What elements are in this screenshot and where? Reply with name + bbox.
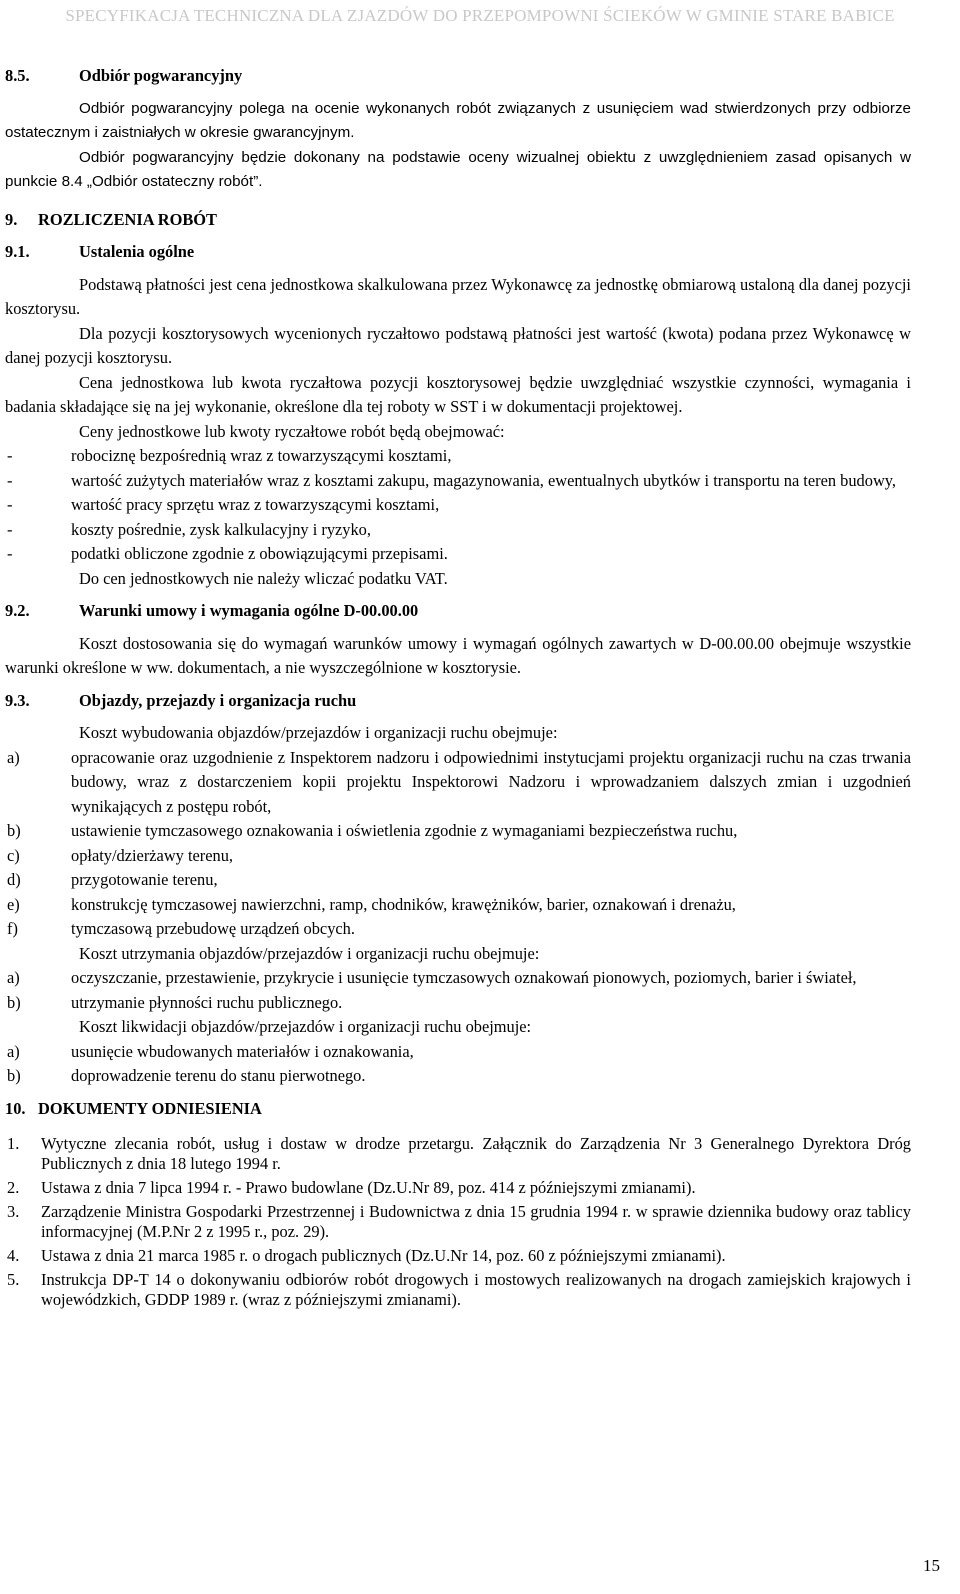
list-item: 5. Instrukcja DP-T 14 o dokonywaniu odbiorów robót drogowych i mostowych realizowanych na drogach zamiejskich krajowych i wojewódzkich, GDDP 1989 r. (wraz z późniejszymi zmianami). (7, 1270, 911, 1309)
paragraph: Koszt dostosowania się do wymagań warunków umowy i wymagań ogólnych zawartych w D-00.00.00 obejmuje wszystkie warunki określone w ww. dokumentach, a nie wyszczególnione w kosztorysie. (5, 633, 911, 677)
paragraph: Koszt utrzymania objazdów/przejazdów i organizacji ruchu obejmuje: (79, 943, 540, 963)
vat-note: Do cen jednostkowych nie należy wliczać podatku VAT. (79, 568, 448, 588)
list-item: b) doprowadzenie terenu do stanu pierwotnego. (7, 1066, 366, 1085)
paragraph: Ceny jednostkowe lub kwoty ryczałtowe robót będą obejmować: (79, 421, 505, 441)
section-title: DOKUMENTY ODNIESIENIA (38, 1098, 262, 1118)
section-8-5-heading (5, 64, 911, 89)
paragraph: Koszt wybudowania objazdów/przejazdów i organizacji ruchu obejmuje: (79, 723, 558, 742)
section-title: Ustalenia ogólne (79, 242, 195, 261)
paragraph: Cena jednostkowa lub kwota ryczałtowa pozycji kosztorysowej będzie uwzględniać wszystkie czynności, wymagania i badania składające się na jej wykonanie, określone dla tej roboty w SST i w dokumentacji projektowej. (5, 372, 911, 416)
section-number: 10. (5, 1098, 26, 1118)
list-item: a) oczyszczanie, przestawienie, przykrycie i usunięcie tymczasowych oznakowań pionowych, poziomych, barier i świateł, (7, 968, 857, 987)
paragraph: Odbiór pogwarancyjny polega na ocenie wykonanych robót związanych z usunięciem wad stwierdzonych przy odbiorze ostatecznym i zaistniałych w okresie gwarancyjnym. (5, 99, 911, 141)
section-title: ROZLICZENIA ROBÓT (38, 209, 217, 229)
paragraph: Koszt likwidacji objazdów/przejazdów i organizacji ruchu obejmuje: (79, 1017, 532, 1036)
section-9-1-heading (5, 240, 911, 265)
paragraph: Podstawą płatności jest cena jednostkowa skalkulowana przez Wykonawcę za jednostkę obmiarową ustaloną dla danej pozycji kosztorysu. (5, 274, 911, 318)
section-number: 9.3. (5, 690, 30, 710)
section-title: Objazdy, przejazdy i organizacja ruchu (79, 690, 357, 710)
document-body (5, 64, 911, 1314)
paragraph: Dla pozycji kosztorysowych wycenionych ryczałtowo podstawą płatności jest wartość (kwota) podana przez Wykonawcę w danej pozycji kosztorysu. (5, 323, 911, 367)
list-item: b) utrzymanie płynności ruchu publicznego. (7, 992, 343, 1012)
cost-components-list (5, 444, 911, 567)
list-item: 3. Zarządzenie Ministra Gospodarki Przestrzennej i Budownictwa z dnia 15 grudnia 1994 r. w sprawie dziennika budowy oraz tablicy informacyjnej (M.P.Nr 2 z 1995 r., poz. 29). (7, 1202, 911, 1241)
list-item: 4. Ustawa z dnia 21 marca 1985 r. o drogach publicznych (Dz.U.Nr 14, poz. 60 z późniejszymi zmianami). (7, 1246, 726, 1265)
section-10-heading (5, 1097, 911, 1122)
list-item: c) opłaty/dzierżawy terenu, (7, 845, 234, 865)
section-number: 8.5. (5, 66, 30, 85)
section-number: 9.2. (5, 601, 30, 620)
list-item: b) ustawienie tymczasowego oznakowania i oświetlenia zgodnie z wymaganiami bezpieczeństwa ruchu, (7, 821, 738, 840)
list-item: - robociznę bezpośrednią wraz z towarzyszącymi kosztami, (7, 446, 452, 465)
list-item: - koszty pośrednie, zysk kalkulacyjny i ryzyko, (7, 519, 371, 539)
list-item: 2. Ustawa z dnia 7 lipca 1994 r. - Prawo budowlane (Dz.U.Nr 89, poz. 414 z późniejszymi zmianami). (7, 1178, 696, 1197)
section-9-2-heading (5, 599, 911, 624)
section-title: Warunki umowy i wymagania ogólne D-00.00.00 (79, 601, 419, 620)
section-9-heading (5, 208, 911, 233)
removal-cost-list (5, 1040, 911, 1089)
page-number: 15 (923, 1556, 940, 1575)
list-item: a) opracowanie oraz uzgodnienie z Inspektorem nadzoru i odpowiednimi instytucjami projektu organizacji ruchu na czas trwania budowy, wraz z dostarczeniem kopii projektu Inspektorowi Nadzoru i wprowadzaniem dalszych zmian i uzgodnień wynikających z postępu robót, (7, 747, 911, 816)
list-item: d) przygotowanie terenu, (7, 870, 218, 889)
section-number: 9. (5, 209, 18, 229)
list-item: f) tymczasową przebudowę urządzeń obcych. (7, 919, 355, 938)
section-title: Odbiór pogwarancyjny (79, 66, 243, 85)
paragraph: Odbiór pogwarancyjny będzie dokonany na podstawie oceny wizualnej obiektu z uwzględnieniem zasad opisanych w punkcie 8.4 „Odbiór ostateczny robót”. (5, 148, 911, 190)
section-9-3-heading (5, 689, 911, 714)
build-cost-list (5, 746, 911, 942)
list-item: a) usunięcie wbudowanych materiałów i oznakowania, (7, 1041, 414, 1061)
maintenance-cost-list (5, 966, 911, 1015)
list-item: e) konstrukcję tymczasowej nawierzchni, ramp, chodników, krawężników, barier, oznakowań i drenażu, (7, 894, 736, 914)
list-item: - wartość pracy sprzętu wraz z towarzyszącymi kosztami, (7, 495, 440, 514)
list-item: 1. Wytyczne zlecania robót, usług i dostaw w drodze przetargu. Załącznik do Zarządzenia Nr 3 Generalnego Dyrektora Dróg Publicznych z dnia 18 lutego 1994 r. (7, 1134, 911, 1173)
reference-list (5, 1134, 911, 1310)
section-number: 9.1. (5, 242, 30, 261)
page-header: SPECYFIKACJA TECHNICZNA DLA ZJAZDÓW DO PRZEPOMPOWNI ŚCIEKÓW W GMINIE STARE BABICE (65, 6, 895, 25)
list-item: - wartość zużytych materiałów wraz z kosztami zakupu, magazynowania, ewentualnych ubytków i transportu na teren budowy, (7, 470, 897, 490)
list-item: - podatki obliczone zgodnie z obowiązującymi przepisami. (7, 544, 448, 563)
